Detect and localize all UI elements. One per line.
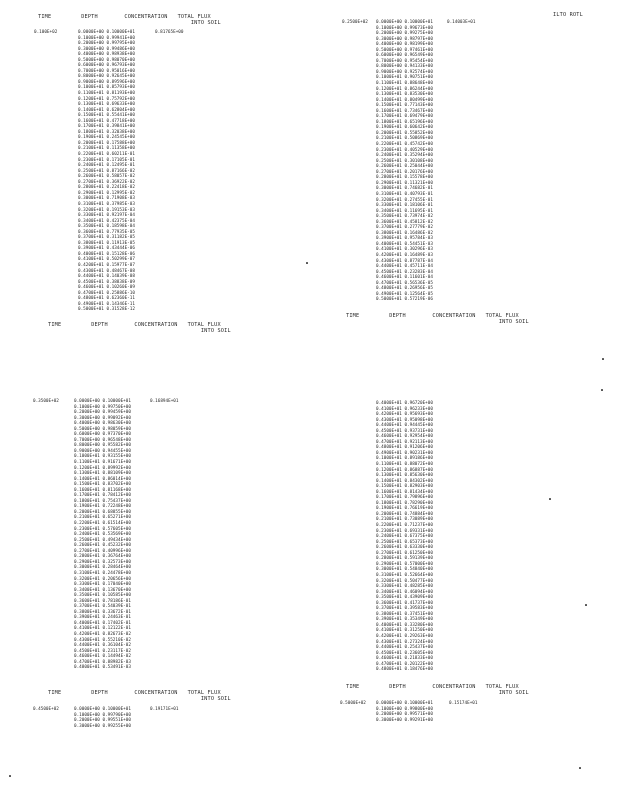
table-row: 0.1500E+01 0.77143E+00 bbox=[376, 103, 433, 109]
table-header-a: TIME DEPTH CONCENTRATION TOTAL FLUX INTO SOIL bbox=[38, 14, 221, 26]
table-row: 0.3800E+01 0.11913E-05 bbox=[78, 240, 135, 246]
table-row: 0.1400E+01 0.86014E+00 bbox=[74, 476, 131, 482]
tail-flux-d: 0.15174E+01 bbox=[449, 701, 478, 706]
table-row: 0.3700E+01 0.31182E-05 bbox=[78, 235, 135, 241]
table-row: 0.4300E+01 0.48467E-08 bbox=[78, 268, 135, 274]
table-row: 0.2400E+01 0.12495E-01 bbox=[78, 163, 135, 169]
table-row: 0.4900E+01 0.12564E-05 bbox=[376, 291, 433, 297]
table-row: 0.4900E+01 0.14346E-11 bbox=[78, 301, 135, 307]
table-row: 0.2700E+01 0.61250E+00 bbox=[376, 550, 433, 556]
table-row: 0.2000E+00 0.99459E+00 bbox=[74, 410, 131, 416]
table-row: 0.1000E+00 0.99750E+00 bbox=[74, 404, 131, 410]
table-row: 0.2500E+01 0.87166E-02 bbox=[78, 168, 135, 174]
lead-time-b: 0.2500E+02 bbox=[342, 20, 368, 25]
table-row: 0.2700E+01 0.36922E-02 bbox=[78, 179, 135, 185]
table-row: 0.1700E+01 0.79896E+00 bbox=[376, 495, 433, 501]
table-row: 0.2000E+01 0.74884E+00 bbox=[376, 511, 433, 517]
table-row: 0.4200E+01 0.95693E+00 bbox=[376, 412, 433, 418]
table-row: 0.1600E+01 0.81168E+00 bbox=[74, 487, 131, 493]
table-row: 0.3000E+01 0.71908E-03 bbox=[78, 196, 135, 202]
table-row: 0.1000E+00 0.99673E+00 bbox=[376, 25, 433, 31]
table-row: 0.4600E+01 0.92954E+00 bbox=[376, 434, 433, 440]
table-row: 0.2000E+00 0.99551E+00 bbox=[74, 718, 131, 724]
table-row: 0.1100E+01 0.91671E+00 bbox=[74, 460, 131, 466]
table-row: 0.2100E+01 0.73089E+00 bbox=[376, 517, 433, 523]
table-row: 0.1000E+00 0.99800E+00 bbox=[376, 706, 433, 712]
table-row: 0.6000E+00 0.97370E+00 bbox=[74, 432, 131, 438]
table-row: 0.2200E+01 0.61514E+00 bbox=[74, 521, 131, 527]
table-row: 0.1200E+01 0.89992E+00 bbox=[74, 465, 131, 471]
table-row: 0.2800E+01 0.15578E+00 bbox=[376, 175, 433, 181]
table-row: 0.3200E+01 0.50477E+00 bbox=[376, 578, 433, 584]
table-row: 0.3300E+01 0.92197E-04 bbox=[78, 213, 135, 219]
table-row: 0.1100E+01 0.88072E+00 bbox=[376, 462, 433, 468]
scan-speck bbox=[601, 389, 603, 391]
table-row: 0.4800E+01 0.62360E-11 bbox=[78, 296, 135, 302]
table-row: 0.4200E+01 0.15977E-07 bbox=[78, 262, 135, 268]
table-row: 0.4700E+01 0.92113E+00 bbox=[376, 439, 433, 445]
table-row: 0.3000E+01 0.54840E+00 bbox=[376, 567, 433, 573]
table-row: 0.3400E+01 0.13670E+00 bbox=[74, 587, 131, 593]
table-row: 0.2000E+01 0.55852E+00 bbox=[376, 130, 433, 136]
page-corner-label: ILTO ROTL bbox=[553, 12, 583, 18]
table-row: 0.4000E+00 0.98630E+00 bbox=[74, 421, 131, 427]
table-row: 0.1000E+00 0.99941E+00 bbox=[78, 35, 135, 41]
tail-flux-c: 0.19171E+01 bbox=[150, 707, 179, 712]
table-row: 0.2000E+01 0.17588E+00 bbox=[78, 140, 135, 146]
table-row: 0.4500E+01 0.38838E-09 bbox=[78, 279, 135, 285]
table-row: 0.3200E+01 0.19153E-03 bbox=[78, 207, 135, 213]
table-row: 0.3600E+01 0.78186E-01 bbox=[74, 598, 131, 604]
tail-rows-c bbox=[74, 707, 131, 729]
table-row: 0.3800E+01 0.33672E-01 bbox=[74, 609, 131, 615]
table-row: 0.1400E+01 0.62804E+00 bbox=[78, 107, 135, 113]
table-row: 0.4600E+01 0.10260E-09 bbox=[78, 285, 135, 291]
table-row: 0.4300E+01 0.95098E+00 bbox=[376, 417, 433, 423]
table-row: 0.2100E+01 0.11358E+00 bbox=[78, 146, 135, 152]
table-row: 0.4800E+01 0.53491E-03 bbox=[74, 665, 131, 671]
table-row: 0.3000E+00 0.98797E+00 bbox=[376, 36, 433, 42]
table-row: 0.9000E+00 0.92574E+00 bbox=[376, 69, 433, 75]
table-row: 0.1900E+01 0.76619E+00 bbox=[376, 506, 433, 512]
table-row: 0.3700E+01 0.54039E-01 bbox=[74, 604, 131, 610]
table-row: 0.8000E+00 0.92645E+00 bbox=[78, 74, 135, 80]
table-row: 0.3000E+01 0.28464E+00 bbox=[74, 565, 131, 571]
table-row: 0.0000E+00 0.10000E+01 bbox=[376, 20, 433, 25]
table-row: 0.4000E+00 0.98199E+00 bbox=[376, 42, 433, 48]
table-row: 0.4600E+01 0.11601E-04 bbox=[376, 275, 433, 281]
table-row: 0.1100E+01 0.88648E+00 bbox=[376, 81, 433, 87]
table-row: 0.1900E+01 0.24545E+00 bbox=[78, 135, 135, 141]
table-row: 0.5000E+00 0.98070E+00 bbox=[78, 57, 135, 63]
table-row: 0.1500E+01 0.55441E+00 bbox=[78, 113, 135, 119]
table-header-c-bottom: TIME DEPTH CONCENTRATION TOTAL FLUX INTO SOIL bbox=[346, 313, 529, 325]
table-row: 0.2400E+01 0.35294E+00 bbox=[376, 153, 433, 159]
table-row: 0.5000E+01 0.31528E-12 bbox=[78, 307, 135, 313]
table-row: 0.1000E+01 0.90751E+00 bbox=[376, 75, 433, 81]
table-row: 0.0000E+00 0.10000E+01 bbox=[78, 30, 135, 35]
table-row: 0.4800E+01 0.91206E+00 bbox=[376, 445, 433, 451]
table-row: 0.4300E+01 0.27324E+00 bbox=[376, 639, 433, 645]
table-row: 0.1000E+01 0.85793E+00 bbox=[78, 85, 135, 91]
lead-time-c: 0.3500E+02 bbox=[33, 399, 59, 404]
table-row: 0.1700E+01 0.69479E+00 bbox=[376, 114, 433, 120]
table-row: 0.3200E+01 0.20656E+00 bbox=[74, 576, 131, 582]
table-row: 0.2600E+01 0.63330E+00 bbox=[376, 545, 433, 551]
table-row: 0.3900E+01 0.24463E-01 bbox=[74, 615, 131, 621]
table-row: 0.1500E+01 0.83702E+00 bbox=[74, 482, 131, 488]
table-row: 0.4000E+01 0.17402E-01 bbox=[74, 620, 131, 626]
table-row: 0.3100E+01 0.40793E-01 bbox=[376, 191, 433, 197]
table-row: 0.1700E+01 0.39841E+00 bbox=[78, 124, 135, 130]
table-row: 0.1000E+01 0.89186E+00 bbox=[376, 456, 433, 462]
table-row: 0.4100E+01 0.12122E-01 bbox=[74, 626, 131, 632]
table-row: 0.2100E+01 0.65271E+00 bbox=[74, 515, 131, 521]
table-row: 0.2300E+01 0.69331E+00 bbox=[376, 528, 433, 534]
table-row: 0.2000E+01 0.68855E+00 bbox=[74, 509, 131, 515]
table-row: 0.3400E+01 0.11695E-01 bbox=[376, 208, 433, 214]
table-row: 0.9000E+00 0.89596E+00 bbox=[78, 79, 135, 85]
data-rows-b bbox=[376, 20, 433, 303]
scan-speck bbox=[9, 775, 11, 777]
scan-speck bbox=[306, 262, 308, 264]
table-row: 0.0000E+00 0.10000E+01 bbox=[74, 707, 131, 712]
table-row: 0.7000E+00 0.96548E+00 bbox=[74, 437, 131, 443]
tail-time-d: 0.5000E+02 bbox=[340, 701, 366, 706]
scan-speck bbox=[585, 604, 587, 606]
table-row: 0.2900E+01 0.12995E-02 bbox=[78, 190, 135, 196]
table-row: 0.4600E+01 0.21833E+00 bbox=[376, 656, 433, 662]
table-row: 0.3000E+00 0.99486E+00 bbox=[78, 46, 135, 52]
table-row: 0.4000E+01 0.15128E-06 bbox=[78, 251, 135, 257]
table-row: 0.4500E+01 0.23605E+00 bbox=[376, 650, 433, 656]
table-row: 0.1200E+01 0.86887E+00 bbox=[376, 467, 433, 473]
table-row: 0.3300E+01 0.48285E+00 bbox=[376, 584, 433, 590]
scan-speck bbox=[579, 767, 581, 769]
table-row: 0.4100E+01 0.50299E-07 bbox=[78, 257, 135, 263]
table-row: 0.2000E+00 0.99795E+00 bbox=[78, 41, 135, 47]
table-row: 0.1300E+01 0.88109E+00 bbox=[74, 471, 131, 477]
table-row: 0.4000E+01 0.33280E+00 bbox=[376, 622, 433, 628]
table-row: 0.3900E+01 0.95784E-03 bbox=[376, 236, 433, 242]
table-row: 0.1200E+01 0.75792E+00 bbox=[78, 96, 135, 102]
table-row: 0.2500E+01 0.65373E+00 bbox=[376, 539, 433, 545]
table-row: 0.1800E+01 0.32038E+00 bbox=[78, 129, 135, 135]
table-row: 0.3000E+00 0.99092E+00 bbox=[74, 415, 131, 421]
table-row: 0.6000E+00 0.96793E+00 bbox=[78, 63, 135, 69]
table-row: 0.0000E+00 0.10000E+01 bbox=[376, 701, 433, 706]
table-row: 0.3100E+01 0.24478E+00 bbox=[74, 570, 131, 576]
table-row: 0.4900E+01 0.90231E+00 bbox=[376, 450, 433, 456]
table-row: 0.4800E+01 0.18476E+00 bbox=[376, 667, 433, 673]
table-row: 0.4800E+01 0.26956E-05 bbox=[376, 286, 433, 292]
table-row: 0.3600E+01 0.41737E+00 bbox=[376, 600, 433, 606]
table-row: 0.4200E+01 0.29263E+00 bbox=[376, 633, 433, 639]
table-row: 0.2400E+01 0.67375E+00 bbox=[376, 534, 433, 540]
table-row: 0.7000E+00 0.95016E+00 bbox=[78, 68, 135, 74]
lead-flux-c: 0.16894E+01 bbox=[150, 399, 179, 404]
table-row: 0.2600E+01 0.58057E-02 bbox=[78, 174, 135, 180]
lead-flux-a: 0.81765E+00 bbox=[155, 30, 184, 35]
table-row: 0.3500E+01 0.73974E-02 bbox=[376, 214, 433, 220]
table-row: 0.3800E+01 0.37451E+00 bbox=[376, 611, 433, 617]
table-row: 0.1400E+01 0.84302E+00 bbox=[376, 478, 433, 484]
table-row: 0.2800E+01 0.36764E+00 bbox=[74, 554, 131, 560]
table-row: 0.3500E+01 0.18598E-04 bbox=[78, 224, 135, 230]
table-row: 0.0000E+00 0.10000E+01 bbox=[74, 399, 131, 404]
table-row: 0.3000E+01 0.74682E-01 bbox=[376, 186, 433, 192]
table-row: 0.2700E+01 0.20176E+00 bbox=[376, 169, 433, 175]
table-row: 0.2600E+01 0.45232E+00 bbox=[74, 543, 131, 549]
table-row: 0.1400E+01 0.80499E+00 bbox=[376, 97, 433, 103]
table-row: 0.9000E+00 0.94455E+00 bbox=[74, 448, 131, 454]
table-row: 0.5000E+00 0.98059E+00 bbox=[74, 426, 131, 432]
table-row: 0.2800E+01 0.22418E-02 bbox=[78, 185, 135, 191]
data-rows-c bbox=[74, 399, 131, 671]
table-row: 0.3500E+01 0.43909E+00 bbox=[376, 595, 433, 601]
table-row: 0.3000E+00 0.99255E+00 bbox=[74, 723, 131, 729]
table-row: 0.4700E+01 0.25886E-10 bbox=[78, 290, 135, 296]
table-row: 0.2500E+01 0.49434E+00 bbox=[74, 537, 131, 543]
table-row: 0.3400E+01 0.42375E-04 bbox=[78, 218, 135, 224]
scan-speck bbox=[549, 498, 551, 500]
table-row: 0.2900E+01 0.32573E+00 bbox=[74, 559, 131, 565]
table-row: 0.2000E+00 0.99571E+00 bbox=[376, 712, 433, 718]
table-row: 0.3200E+01 0.27455E-01 bbox=[376, 197, 433, 203]
table-row: 0.4100E+01 0.31250E+00 bbox=[376, 628, 433, 634]
data-rows-a bbox=[78, 30, 135, 313]
table-row: 0.1000E+00 0.99790E+00 bbox=[74, 712, 131, 718]
table-row: 0.3800E+01 0.16486E-02 bbox=[376, 230, 433, 236]
table-row: 0.1900E+01 0.72248E+00 bbox=[74, 504, 131, 510]
table-row: 0.4400E+01 0.94445E+00 bbox=[376, 423, 433, 429]
table-row: 0.3300E+01 0.17040E+00 bbox=[74, 582, 131, 588]
table-row: 0.1300E+01 0.83530E+00 bbox=[376, 92, 433, 98]
table-header-b-bottom: TIME DEPTH CONCENTRATION TOTAL FLUX INTO SOIL bbox=[48, 322, 231, 334]
table-row: 0.2900E+01 0.57000E+00 bbox=[376, 561, 433, 567]
table-row: 0.1200E+01 0.86244E+00 bbox=[376, 86, 433, 92]
table-row: 0.4300E+01 0.55210E-02 bbox=[74, 637, 131, 643]
table-row: 0.4100E+01 0.96233E+00 bbox=[376, 406, 433, 412]
table-row: 0.4000E+01 0.54451E-03 bbox=[376, 241, 433, 247]
table-row: 0.8000E+00 0.94133E+00 bbox=[376, 64, 433, 70]
table-row: 0.2700E+01 0.40996E+00 bbox=[74, 548, 131, 554]
table-row: 0.4400E+01 0.14039E-08 bbox=[78, 274, 135, 280]
table-row: 0.2800E+01 0.59139E+00 bbox=[376, 556, 433, 562]
table-row: 0.3700E+01 0.39583E+00 bbox=[376, 606, 433, 612]
table-row: 0.3500E+01 0.10585E+00 bbox=[74, 593, 131, 599]
table-row: 0.1100E+01 0.81193E+00 bbox=[78, 91, 135, 97]
table-row: 0.1700E+01 0.78412E+00 bbox=[74, 493, 131, 499]
table-row: 0.1800E+01 0.65196E+00 bbox=[376, 119, 433, 125]
scan-speck bbox=[602, 358, 604, 360]
table-row: 0.1300E+01 0.85630E+00 bbox=[376, 473, 433, 479]
table-row: 0.2300E+01 0.40529E+00 bbox=[376, 147, 433, 153]
table-row: 0.1300E+01 0.69633E+00 bbox=[78, 102, 135, 108]
table-row: 0.2400E+01 0.53569E+00 bbox=[74, 532, 131, 538]
table-row: 0.4700E+01 0.88982E-03 bbox=[74, 659, 131, 665]
data-rows-d bbox=[376, 401, 433, 673]
table-row: 0.4400E+01 0.45711E-04 bbox=[376, 264, 433, 270]
table-row: 0.4700E+01 0.20122E+00 bbox=[376, 661, 433, 667]
table-row: 0.4500E+01 0.93731E+00 bbox=[376, 428, 433, 434]
table-row: 0.3600E+01 0.77935E-05 bbox=[78, 229, 135, 235]
table-row: 0.2300E+01 0.57605E+00 bbox=[74, 526, 131, 532]
table-row: 0.4000E+00 0.98938E+00 bbox=[78, 52, 135, 58]
lead-time-a: 0.100E+02 bbox=[34, 30, 58, 35]
table-row: 0.1600E+01 0.47718E+00 bbox=[78, 118, 135, 124]
table-row: 0.3700E+01 0.27779E-02 bbox=[376, 225, 433, 231]
table-row: 0.4500E+01 0.23283E-04 bbox=[376, 269, 433, 275]
table-row: 0.4100E+01 0.30296E-03 bbox=[376, 247, 433, 253]
table-row: 0.2900E+01 0.11321E+00 bbox=[376, 180, 433, 186]
table-row: 0.3100E+01 0.52664E+00 bbox=[376, 572, 433, 578]
table-row: 0.2200E+01 0.71237E+00 bbox=[376, 523, 433, 529]
table-row: 0.4000E+01 0.96720E+00 bbox=[376, 401, 433, 406]
table-row: 0.5000E+00 0.97461E+00 bbox=[376, 47, 433, 53]
table-row: 0.2200E+01 0.60211E-01 bbox=[78, 152, 135, 158]
table-row: 0.3000E+00 0.99291E+00 bbox=[376, 717, 433, 723]
table-row: 0.2200E+01 0.45742E+00 bbox=[376, 142, 433, 148]
table-row: 0.2100E+01 0.50869E+00 bbox=[376, 136, 433, 142]
lead-flux-b: 0.14003E+01 bbox=[447, 20, 476, 25]
table-row: 0.4400E+01 0.36104E-02 bbox=[74, 643, 131, 649]
table-row: 0.3400E+01 0.46094E+00 bbox=[376, 589, 433, 595]
table-row: 0.1600E+01 0.81434E+00 bbox=[376, 489, 433, 495]
table-row: 0.1900E+01 0.60642E+00 bbox=[376, 125, 433, 131]
table-row: 0.4600E+01 0.14494E-02 bbox=[74, 654, 131, 660]
table-row: 0.2000E+00 0.99275E+00 bbox=[376, 31, 433, 37]
table-row: 0.1000E+01 0.93155E+00 bbox=[74, 454, 131, 460]
table-row: 0.4300E+01 0.87787E-04 bbox=[376, 258, 433, 264]
tail-rows-d bbox=[376, 701, 433, 723]
table-row: 0.1800E+01 0.78290E+00 bbox=[376, 500, 433, 506]
table-row: 0.8000E+00 0.95582E+00 bbox=[74, 443, 131, 449]
table-row: 0.3300E+01 0.18106E-01 bbox=[376, 203, 433, 209]
table-row: 0.1800E+01 0.75437E+00 bbox=[74, 498, 131, 504]
table-row: 0.3900E+01 0.35349E+00 bbox=[376, 617, 433, 623]
table-row: 0.4700E+01 0.56536E-05 bbox=[376, 280, 433, 286]
table-row: 0.5000E+01 0.57219E-06 bbox=[376, 297, 433, 303]
table-row: 0.4200E+01 0.16489E-03 bbox=[376, 252, 433, 258]
table-row: 0.4200E+01 0.82673E-02 bbox=[74, 631, 131, 637]
table-row: 0.7000E+00 0.95454E+00 bbox=[376, 58, 433, 64]
table-row: 0.3600E+01 0.45812E-02 bbox=[376, 219, 433, 225]
table-header-d-bottom: TIME DEPTH CONCENTRATION TOTAL FLUX INTO SOIL bbox=[346, 684, 529, 696]
table-header-c-tail: TIME DEPTH CONCENTRATION TOTAL FLUX INTO SOIL bbox=[48, 690, 231, 702]
table-row: 0.2300E+01 0.17105E-01 bbox=[78, 157, 135, 163]
table-row: 0.2600E+01 0.25044E+00 bbox=[376, 164, 433, 170]
tail-time-c: 0.4500E+02 bbox=[33, 707, 59, 712]
table-row: 0.6000E+00 0.96549E+00 bbox=[376, 53, 433, 59]
table-row: 0.2500E+01 0.30108E+00 bbox=[376, 158, 433, 164]
table-row: 0.1600E+01 0.73467E+00 bbox=[376, 108, 433, 114]
table-row: 0.1500E+01 0.82903E+00 bbox=[376, 484, 433, 490]
table-row: 0.3100E+01 0.37985E-03 bbox=[78, 201, 135, 207]
table-row: 0.3900E+01 0.43444E-06 bbox=[78, 246, 135, 252]
table-row: 0.4400E+01 0.25437E+00 bbox=[376, 645, 433, 651]
table-row: 0.4500E+01 0.23117E-02 bbox=[74, 648, 131, 654]
